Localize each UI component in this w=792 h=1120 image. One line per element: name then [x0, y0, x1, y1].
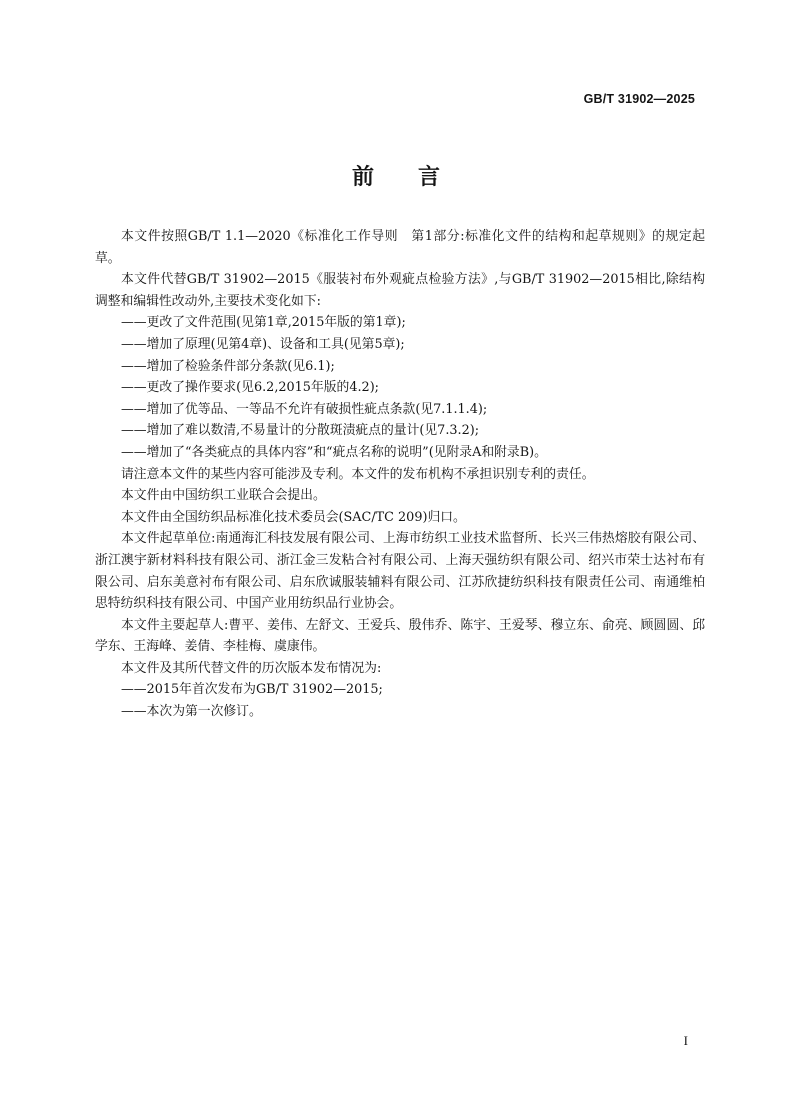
document-code: GB/T 31902—2025 [583, 92, 695, 106]
page-title: 前言 [351, 165, 484, 190]
foreword-body [95, 226, 705, 723]
paragraph-committee: 本文件由全国纺织品标准化技术委员会(SAC/TC 209)归口。 [121, 509, 466, 525]
change-item: ——更改了操作要求(见6.2,2015年版的4.2); [121, 380, 379, 396]
change-item: ——更改了文件范围(见第1章,2015年版的第1章); [121, 315, 406, 331]
paragraph-proposer: 本文件由中国纺织工业联合会提出。 [121, 488, 326, 504]
history-item: ——本次为第一次修订。 [121, 704, 262, 720]
paragraph-patent-notice: 请注意本文件的某些内容可能涉及专利。本文件的发布机构不承担识别专利的责任。 [121, 466, 595, 482]
change-item: ——增加了难以数清,不易量计的分散斑渍疵点的量计(见7.3.2); [121, 423, 480, 439]
paragraph-drafters: 本文件主要起草人:曹平、姜伟、左舒文、王爱兵、殷伟乔、陈宇、王爱琴、穆立东、俞亮、顾圆圆、邱学东、王海峰、姜倩、李桂梅、虞康伟。 [95, 617, 705, 655]
change-item: ——增加了“各类疵点的具体内容”和“疵点名称的说明”(见附录A和附录B)。 [121, 444, 547, 460]
change-item: ——增加了原理(见第4章)、设备和工具(见第5章); [121, 336, 405, 352]
paragraph-history-intro: 本文件及其所代替文件的历次版本发布情况为: [121, 660, 382, 676]
change-item: ——增加了检验条件部分条款(见6.1); [121, 358, 335, 374]
history-item: ——2015年首次发布为GB/T 31902—2015; [121, 682, 383, 698]
paragraph-drafting-rules: 本文件按照GB/T 1.1—2020《标准化工作导则 第1部分:标准化文件的结构和起草规则》的规定起草。 [95, 229, 705, 266]
change-item: ——增加了优等品、一等品不允许有破损性疵点条款(见7.1.1.4); [121, 401, 488, 417]
paragraph-replacement: 本文件代替GB/T 31902—2015《服装衬布外观疵点检验方法》,与GB/T 31902—2015相比,除结构调整和编辑性改动外,主要技术变化如下: [95, 272, 705, 309]
paragraph-drafting-units: 本文件起草单位:南通海汇科技发展有限公司、上海市纺织工业技术监督所、长兴三伟热熔胶有限公司、浙江澳宇新材料科技有限公司、浙江金三发粘合衬有限公司、上海天强纺织有限公司、绍兴市荣士达衬布有限公司、启东美意衬布有限公司、启东欣诚服装辅料有限公司、江苏欣捷纺织科技有限责任公司、南通维柏思特纺织科技有限公司、中国产业用纺织品行业协会。 [95, 531, 705, 612]
page-number: I [683, 1033, 688, 1048]
